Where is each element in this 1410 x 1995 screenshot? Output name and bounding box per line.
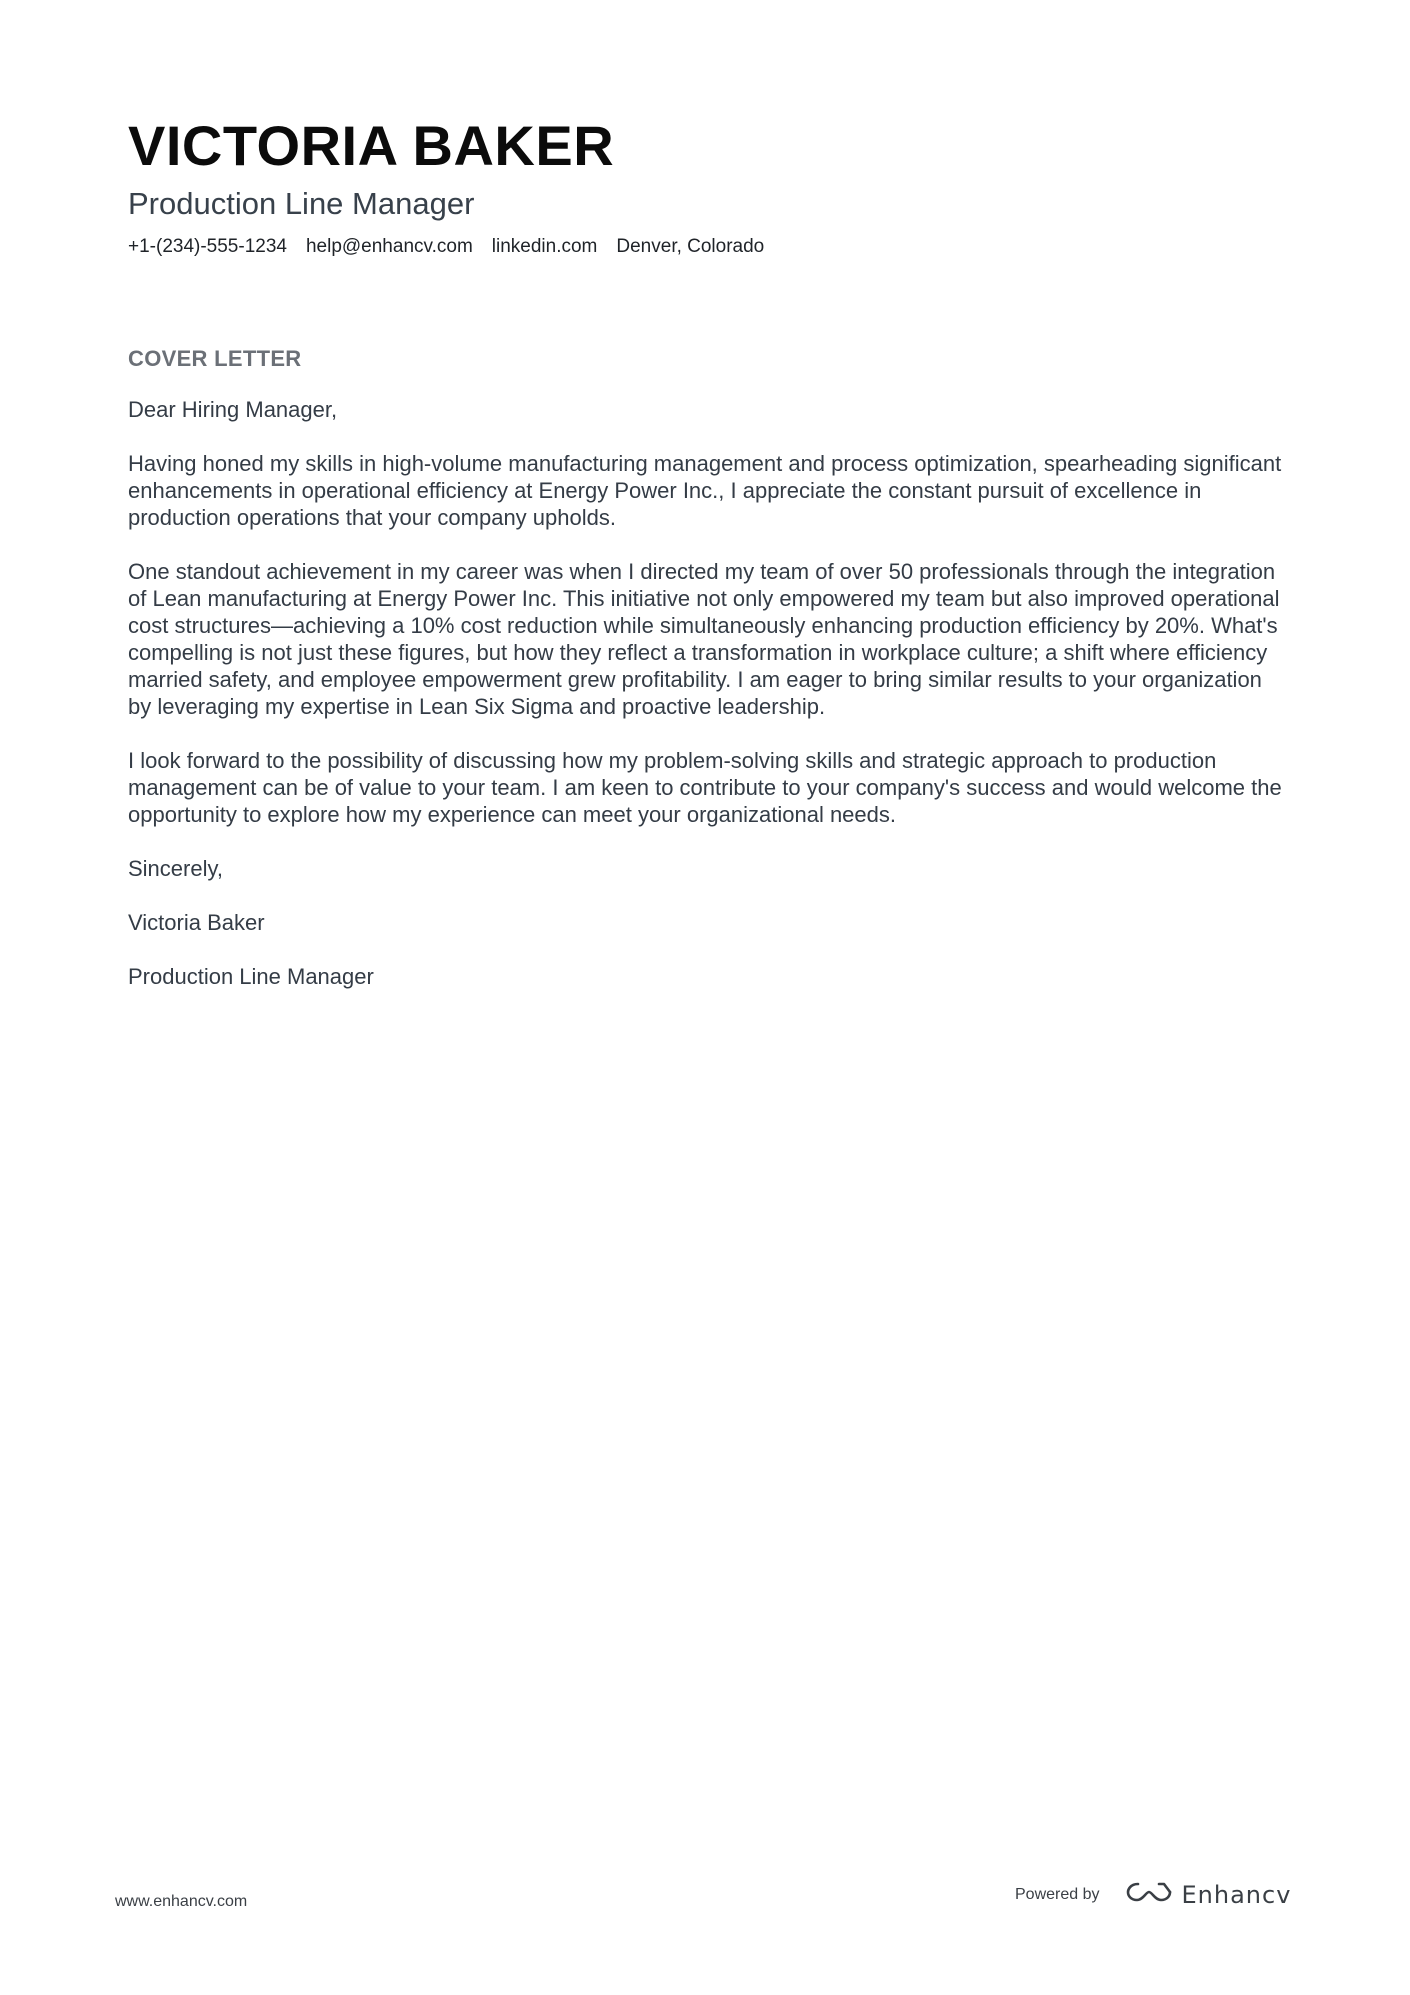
powered-by-label: Powered by: [1015, 1885, 1100, 1903]
location: Denver, Colorado: [616, 236, 765, 257]
brand[interactable]: [1126, 1880, 1292, 1909]
paragraph-1: Having honed my skills in high-volume manufacturing management and process optimization, spearheading significant enhancements in operational efficiency at Energy Power Inc., I appreciate the constant pursuit of excellence in production operations that your company upholds.: [128, 451, 1282, 530]
signature-title: Production Line Manager: [128, 964, 374, 989]
greeting: Dear Hiring Manager,: [128, 397, 338, 422]
brand-name: Enhancv: [1181, 1880, 1292, 1909]
contact-info: [128, 234, 1278, 260]
paragraph-3: I look forward to the possibility of discussing how my problem-solving skills and strategic approach to production management can be of value to your team. I am keen to contribute to your company's success and would welcome the opportunity to explore how my experience can meet your organizational needs.: [128, 748, 1282, 827]
job-title: Production Line Manager: [128, 186, 475, 221]
closing: Sincerely,: [128, 856, 223, 881]
footer-website[interactable]: www.enhancv.com: [115, 1893, 248, 1910]
signature-name: Victoria Baker: [128, 910, 265, 935]
header: [128, 112, 1278, 260]
candidate-name: VICTORIA BAKER: [128, 114, 615, 177]
enhancv-logo-icon: [1126, 1880, 1172, 1909]
footer-branding: [1015, 1880, 1291, 1909]
paragraph-2: One standout achievement in my career was when I directed my team of over 50 professionals through the integration of Lean manufacturing at Energy Power Inc. This initiative not only empowered my team but also improved operational cost structures—achieving a 10% cost reduction while simultaneously enhancing production efficiency by 20%. What's compelling is not just these figures, but how they reflect a transformation in workplace culture; a shift where efficiency married safety, and employee empowerment grew profitability. I am eager to bring similar results to your organization by leveraging my expertise in Lean Six Sigma and proactive leadership.: [128, 559, 1280, 719]
phone-number: +1-(234)-555-1234: [128, 236, 287, 257]
section-title: COVER LETTER: [128, 346, 302, 371]
linkedin-link[interactable]: linkedin.com: [491, 236, 598, 257]
email-address[interactable]: help@enhancv.com: [305, 236, 473, 257]
letter-body: [128, 344, 1288, 1017]
